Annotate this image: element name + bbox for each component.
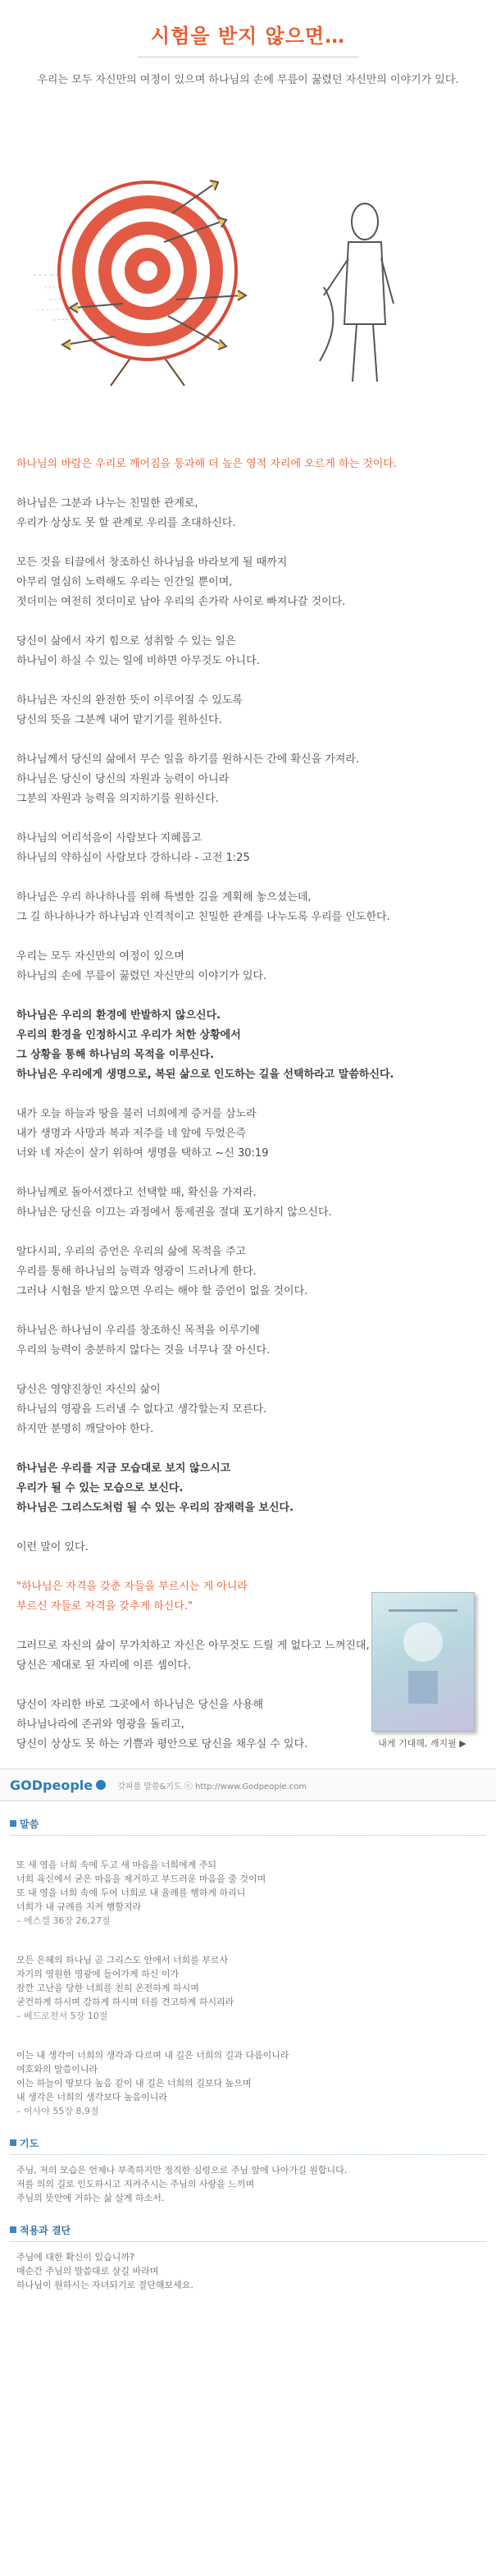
section-divider	[10, 2241, 486, 2242]
article-paragraph: 당신은 영양진창인 자신의 삶이 하나님의 영광을 드러낼 수 없다고 생각할는지 모른다. 하지만 분명히 깨달아야 한다.	[16, 1384, 267, 1435]
article-paragraph-bold: 하나님은 우리의 환경에 반발하지 않으신다. 우리의 환경을 인정하시고 우리가 처한 상황에서 그 상황을 통해 하나님의 목적을 이루신다. 하나님은 우리에게 생명으로, 복된 삶으로 인도하는 길을 선택하라고 말씀하신다.	[16, 1009, 394, 1081]
section-body	[10, 2163, 486, 2205]
verse-reference: – 베드로전서 5장 10절	[16, 2011, 108, 2021]
article-paragraph: 하나님은 우리 하나하나를 위해 특별한 길을 계획해 놓으셨는데, 그 길 하나하나가 하나님과 인격적이고 친밀한 관계를 나누도록 우리를 인도한다.	[16, 891, 390, 923]
section-scripture	[0, 1815, 496, 2118]
target-with-arrows-and-archer-icon	[0, 98, 496, 427]
article-paragraph-bold: 하나님은 우리를 지금 모습대로 보지 않으시고 우리가 될 수 있는 모습으로 보신다. 하나님은 그리스도처럼 될 수 있는 우리의 잠재력을 보신다.	[16, 1462, 294, 1514]
article-paragraph: 이런 말이 있다.	[16, 1541, 89, 1553]
verse-block	[16, 2034, 486, 2118]
archer-icon	[320, 204, 394, 382]
article-paragraph: 모든 것을 티끌에서 창조하신 하나님을 바라보게 될 때까지 아무리 열심히 노력해도 우리는 인간일 뿐이며, 젓더미는 여전히 젓더미로 남아 우리의 손가락 사이로 빠져나갈 것이다.	[16, 556, 346, 608]
section-prayer	[0, 2134, 496, 2205]
article-paragraph: 하나님의 바람은 우리로 깨어짐을 통과해 더 높은 영적 자리에 오르게 하는 것이다.	[16, 458, 398, 470]
devotion-sections	[0, 1815, 496, 2308]
scripture-quote: 하나님의 어리석음이 사람보다 지혜롭고 하나님의 약하심이 사람보다 강하니라 - 고전 1:25	[16, 832, 250, 864]
article-paragraph: 그러므로 자신의 삶이 무가치하고 자신은 아무것도 드릴 게 없다고 느껴진대, 당신은 제대로 된 자리에 이른 셈이다.	[16, 1640, 370, 1672]
page-title: 시험을 받지 않으면…	[150, 25, 346, 48]
article-paragraph: 하나님께로 돌아서겠다고 선택할 때, 확신을 가져라. 하나님은 당신을 이끄는 과정에서 통제권을 절대 포기하지 않으신다.	[16, 1187, 332, 1219]
verse-reference: – 에스겔 36장 26,27절	[16, 1915, 111, 1926]
verse-text: 또 새 영을 너희 속에 두고 새 마음을 너희에게 주되 너희 육신에서 굳은 마음을 제거하고 부드러운 마음을 줄 것이며 또 내 영을 너희 속에 두어 너희로 내 율례를 행하게 하리니 너희가 내 규례를 지켜 행할지라	[16, 1860, 266, 1912]
godpeople-logo-icon	[96, 1780, 106, 1790]
book-promo[interactable]	[361, 1592, 484, 1781]
verse-block	[16, 1939, 486, 2023]
highlight-quote: "하나님은 자격을 갖춘 자들을 부르시는 게 아니라 부르신 자들로 자격을 갖추게 하신다."	[16, 1581, 248, 1613]
target-illustration	[0, 98, 496, 427]
article-paragraph: 하나님께서 당신의 삶에서 무슨 일을 하기를 원하시든 간에 확신을 가져라. 하나님은 당신이 당신의 자원과 능력이 아니라 그분의 자원과 능력을 의지하기를 원하신다.	[16, 753, 360, 805]
section-bullet-icon	[10, 1820, 16, 1827]
verse-text: 모든 은혜의 하나님 곧 그리스도 안에서 너희를 부르사 자기의 영원한 영광에 들어가게 하신 이가 잠깐 고난을 당한 너희를 친히 온전하게 하시며 굳건하게 하시며 강하게 하시며 터를 견고하게 하시리라	[16, 1955, 234, 2007]
scripture-quote: 내가 오늘 하늘과 땅을 불러 너희에게 증거를 삼노라 내가 생명과 사망과 복과 저주를 네 앞에 두었은즉 너와 네 자손이 살기 위하여 생명을 택하고 ~신 30:19	[16, 1108, 269, 1160]
verse-text: 이는 내 생각이 너희의 생각과 다르며 내 길은 너희의 길과 다름이니라 여호와의 말씀이니라 이는 하늘이 땅보다 높음 같이 내 길은 너희의 길보다 높으며 내 생각은 너희의 생각보다 높음이니라	[16, 2050, 289, 2102]
target-icon	[59, 182, 236, 359]
verse-reference: – 이사야 55장 8,9절	[16, 2106, 99, 2116]
section-body	[10, 2250, 486, 2292]
article-paragraph: 알다시피, 우리의 증언은 우리의 삶에 목적을 주고 우리를 통해 하나님의 능력과 영광이 드러나게 한다. 그러나 시험을 받지 않으면 우리는 해야 할 증언이 없을 것이다.	[16, 1246, 308, 1297]
godpeople-logo[interactable]: GODpeople	[10, 1777, 93, 1793]
book-art-icon	[372, 1593, 474, 1731]
verse-block	[16, 1844, 486, 1928]
footer-copyright: 갓피플 말씀&기도 ⓒ http://www.Godpeople.com	[117, 1782, 307, 1791]
section-bullet-icon	[10, 2226, 16, 2233]
article-paragraph: 당신이 삶에서 자기 힘으로 성취할 수 있는 일은 하나님이 하실 수 있는 일에 비하면 아무것도 아니다.	[16, 635, 260, 667]
article-paragraph: 하나님은 하나님이 우리를 창조하신 목적을 이루기에 우리의 능력이 충분하지 않다는 것을 너무나 잘 아신다.	[16, 1325, 271, 1357]
article-paragraph: 우리는 모두 자신만의 여정이 있으며 하나님의 손에 무릎이 꿇렸던 자신만의 이야기가 있다.	[16, 950, 267, 982]
page-subtitle: 우리는 모두 자신만의 여정이 있으며 하나님의 손에 무릎이 꿇렸던 자신만의 이야기가 있다.	[37, 74, 459, 86]
section-bullet-icon	[10, 2139, 16, 2146]
prayer-text: 주님, 저의 모습은 언제나 부족하지만 정직한 심령으로 주님 앞에 나아가길 원합니다. 저를 의의 길로 인도하시고 지켜주시는 주님의 사랑을 느끼며 주님의 뜻안에 거하는 삶 살게 하소서.	[16, 2165, 348, 2203]
section-header	[10, 2134, 486, 2151]
section-title: 말씀	[20, 1818, 39, 1830]
section-body	[10, 1844, 486, 2118]
section-divider	[10, 2154, 486, 2155]
book-link[interactable]: 내게 기대해, 깨지필 ▶	[378, 1738, 466, 1749]
article-paragraph: 당신이 자리한 바로 그곳에서 하나님은 당신을 사용해 하나님나라에 존귀와 영광을 돌리고, 당신이 상상도 못 하는 기쁨과 평안으로 당신을 채우실 수 있다.	[16, 1699, 308, 1750]
site-footer-bar	[0, 1768, 496, 1801]
section-header	[10, 2221, 486, 2238]
section-divider	[10, 1835, 486, 1836]
application-text: 주님에 대한 확신이 있습니까? 매순간 주님의 말씀대로 살길 바라며 하나님이 원하시는 자녀되기로 결단해보세요.	[16, 2252, 193, 2290]
section-title: 적용과 결단	[20, 2224, 71, 2236]
article-paragraph: 하나님은 그분과 나누는 친밀한 관계로, 우리가 상상도 못 할 관계로 우리를 초대하신다.	[16, 497, 236, 529]
section-header	[10, 1815, 486, 1832]
book-cover-image[interactable]	[371, 1592, 475, 1732]
section-title: 기도	[20, 2137, 39, 2149]
article-paragraph: 하나님은 자신의 완전한 뜻이 이루어질 수 있도록 당신의 뜻을 그분께 내어 맡기기를 원하신다.	[16, 694, 243, 726]
section-application	[0, 2221, 496, 2292]
page-header	[0, 0, 496, 98]
